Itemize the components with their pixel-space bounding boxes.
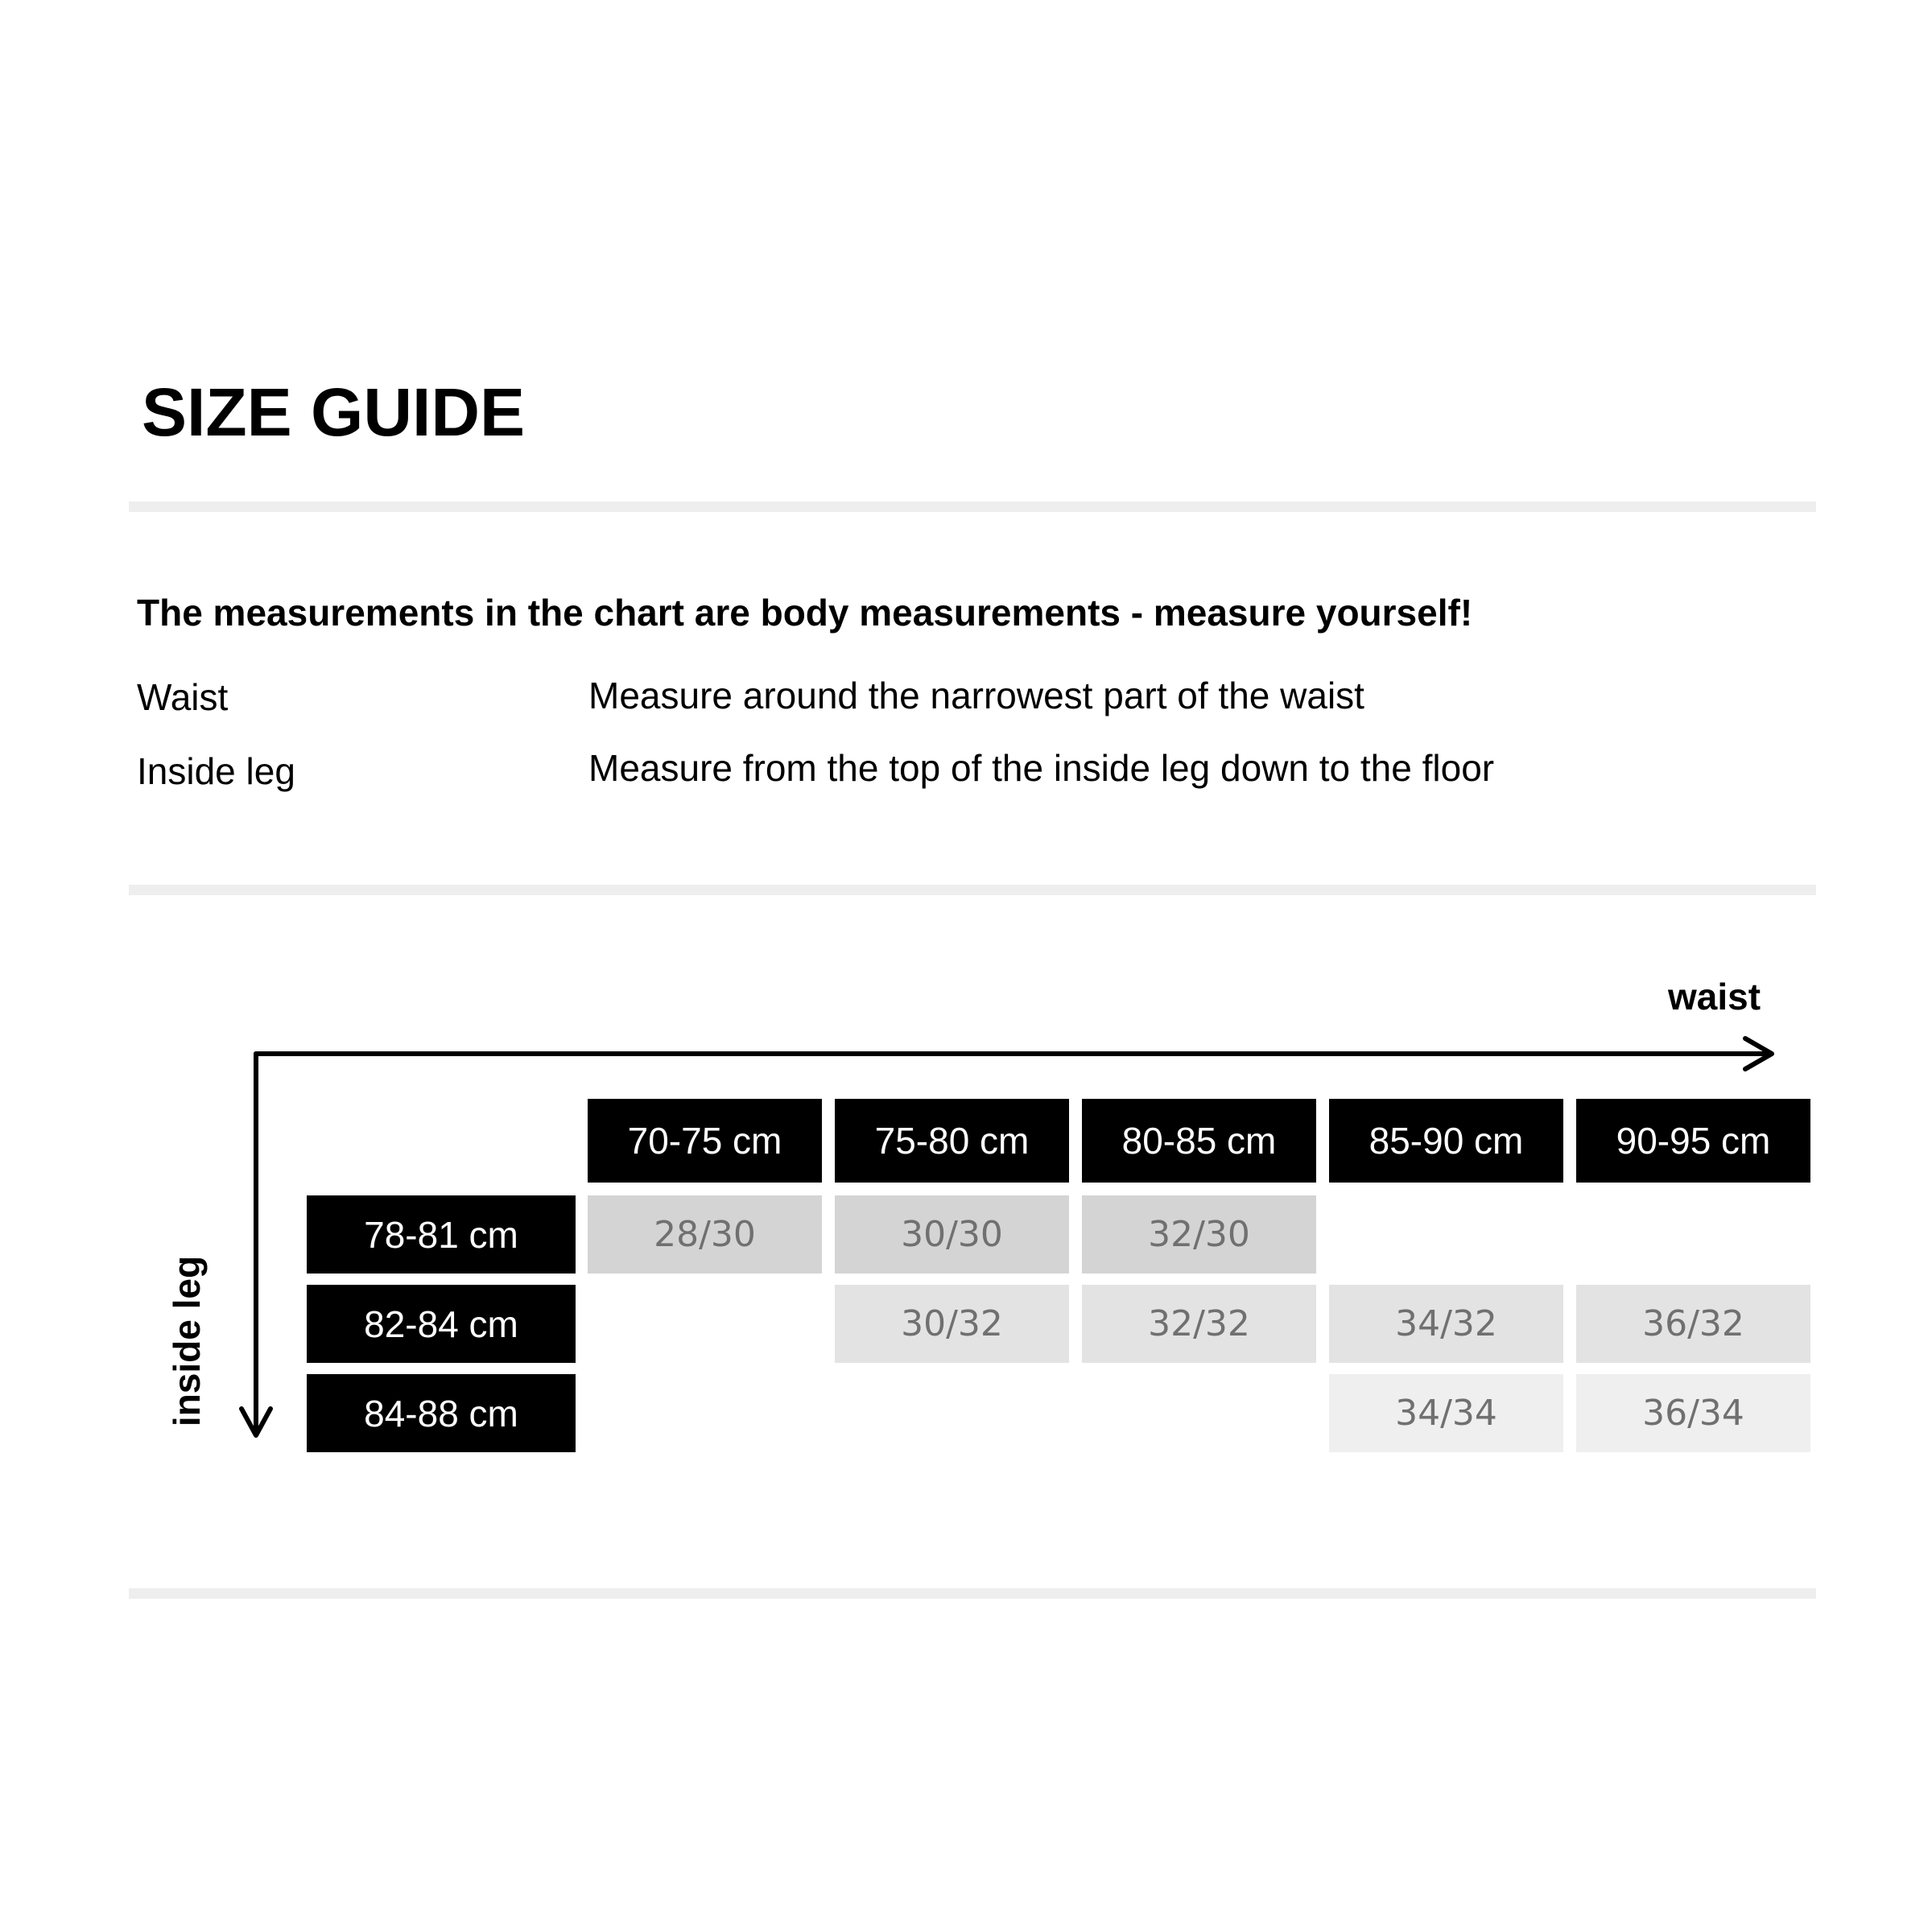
column-header-waist: 70-75 cm xyxy=(588,1099,822,1183)
description-inside-leg: Measure from the top of the inside leg down to the floor xyxy=(588,747,1495,789)
description-waist: Measure around the narrowest part of the waist xyxy=(588,675,1364,716)
column-header-waist: 85-90 cm xyxy=(1329,1099,1563,1183)
column-header-waist: 90-95 cm xyxy=(1576,1099,1810,1183)
page-title: SIZE GUIDE xyxy=(142,374,526,450)
axis-label-inside-leg: inside leg xyxy=(166,1255,208,1427)
size-cell: 30/32 xyxy=(835,1285,1069,1363)
size-cell: 32/30 xyxy=(1082,1195,1316,1274)
column-header-waist: 80-85 cm xyxy=(1082,1099,1316,1183)
axis-label-waist: waist xyxy=(1668,976,1761,1018)
size-cell: 34/34 xyxy=(1329,1374,1563,1452)
size-cell: 34/32 xyxy=(1329,1285,1563,1363)
term-waist: Waist xyxy=(137,676,229,718)
intro-text: The measurements in the chart are body measurements - measure yourself! xyxy=(137,592,1473,634)
row-header-inside-leg: 84-88 cm xyxy=(307,1374,576,1452)
size-cell: 32/32 xyxy=(1082,1285,1316,1363)
row-header-inside-leg: 78-81 cm xyxy=(307,1195,576,1274)
size-cell: 30/30 xyxy=(835,1195,1069,1274)
size-cell: 36/32 xyxy=(1576,1285,1810,1363)
term-inside-leg: Inside leg xyxy=(137,750,295,792)
size-cell: 28/30 xyxy=(588,1195,822,1274)
row-header-inside-leg: 82-84 cm xyxy=(307,1285,576,1363)
column-header-waist: 75-80 cm xyxy=(835,1099,1069,1183)
size-cell: 36/34 xyxy=(1576,1374,1810,1452)
divider-bottom xyxy=(129,1588,1816,1599)
